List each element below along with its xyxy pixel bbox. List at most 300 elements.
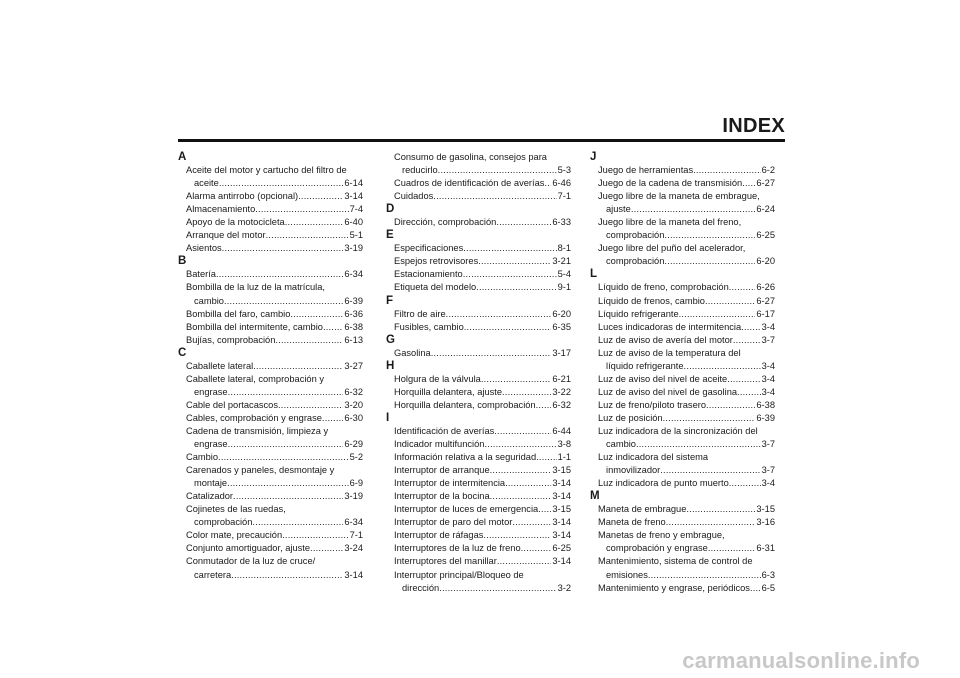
dot-leader [266,229,349,242]
entry-line [186,177,363,190]
entry-page-number: 3-19 [344,491,363,502]
dot-leader [490,464,552,477]
index-entry [386,477,571,490]
index-entry [386,451,571,464]
index-entry [590,347,775,373]
entry-first-line: Juego libre del puño del acelerador, [598,243,746,254]
entry-line [186,386,363,399]
dot-leader [253,360,343,373]
entry-text: Filtro de aire [394,308,446,319]
entry-page-number: 3-16 [756,517,775,528]
index-entry [386,542,571,555]
index-entry [590,555,775,581]
dot-leader [231,569,343,582]
dot-leader [631,203,756,216]
entry-line [186,542,363,555]
watermark: carmanualsonline.info [682,648,920,673]
entry-page-number: 3-14 [552,517,571,528]
entry-first-line: Mantenimiento, sistema de control de [598,556,753,567]
entry-text: aceite [194,178,219,189]
entry-text: Luz de aviso de avería del motor [598,334,733,345]
entry-page-number: 6-36 [344,308,363,319]
entry-first-line: Interruptor principal/Bloqueo de [394,569,524,580]
dot-leader [252,516,343,529]
entry-line [394,490,571,503]
index-entry [386,529,571,542]
entry-line [598,295,775,308]
index-entry [386,268,571,281]
entry-line [394,464,571,477]
entry-first-line: Cojinetes de las ruedas, [186,504,286,515]
entry-line [186,412,363,425]
index-entry [590,425,775,451]
entry-text: Color mate, precaución [186,530,283,541]
dot-leader [228,386,344,399]
entry-line [394,542,571,555]
index-entry [590,386,775,399]
index-entry [590,281,775,294]
dot-leader [463,242,556,255]
index-letter: F [386,294,394,307]
entry-text: Juego de herramientas [598,165,694,176]
index-entry [590,399,775,412]
index-entry [178,451,363,464]
entry-line [394,281,571,294]
entry-line [186,321,363,334]
entry-text: carretera [194,569,232,580]
entry-line [394,255,571,268]
index-entry [590,190,775,216]
dot-leader [729,281,756,294]
entry-page-number: 3-14 [552,530,571,541]
dot-leader [497,555,552,568]
index-entry [178,268,363,281]
entry-text: reducirlo [402,165,438,176]
entry-text: Interruptor de la bocina [394,491,490,502]
entry-page-number: 6-13 [344,334,363,345]
dot-leader [278,399,343,412]
entry-line [598,503,775,516]
entry-text: Interruptor de arranque [394,465,490,476]
entry-page-number: 3-19 [344,243,363,254]
entry-page-number: 3-7 [761,465,775,476]
entry-page-number: 6-32 [552,399,571,410]
dot-leader [505,477,551,490]
entry-page-number: 7-4 [349,204,363,215]
entry-page-number: 6-9 [349,478,363,489]
entry-text: Arranque del motor [186,230,266,241]
dot-leader [298,190,343,203]
entry-page-number: 3-15 [552,504,571,515]
entry-page-number: 3-14 [344,569,363,580]
index-entry [386,569,571,595]
entry-text: Horquilla delantera, ajuste [394,386,503,397]
dot-leader [737,386,761,399]
entry-page-number: 8-1 [557,243,571,254]
index-entry [590,582,775,595]
index-entry [178,464,363,490]
dot-leader [706,399,755,412]
entry-page-number: 6-20 [552,308,571,319]
index-entry [590,516,775,529]
entry-text: comprobación [606,230,665,241]
entry-page-number: 6-17 [756,308,775,319]
index-entry [178,203,363,216]
index-entry [386,177,571,190]
entry-first-line: Aceite del motor y cartucho del filtro de [186,165,347,176]
index-entry [178,242,363,255]
index-entry [386,151,571,177]
entry-page-number: 6-25 [552,543,571,554]
dot-leader [750,582,761,595]
entry-first-line: Luz indicadora de la sincronización del [598,425,758,436]
index-letter: H [386,359,395,372]
entry-line [186,216,363,229]
index-entry [178,503,363,529]
index-entry [178,321,363,334]
entry-text: Caballete lateral [186,360,254,371]
entry-line [186,229,363,242]
entry-text: montaje [194,478,228,489]
index-entry [386,386,571,399]
dot-leader [521,542,552,555]
index-entry [590,373,775,386]
index-entry [178,216,363,229]
entry-text: Conjunto amortiguador, ajuste [186,543,311,554]
dot-leader [664,229,755,242]
entry-line [598,281,775,294]
dot-leader [496,216,551,229]
entry-line [186,242,363,255]
entry-line [186,203,363,216]
entry-text: Luz indicadora de punto muerto [598,478,729,489]
entry-page-number: 6-34 [344,269,363,280]
entry-line [186,360,363,373]
dot-leader [660,464,760,477]
entry-page-number: 6-38 [756,399,775,410]
entry-page-number: 3-8 [557,439,571,450]
entry-line [598,464,775,477]
index-entry [178,373,363,399]
entry-page-number: 6-32 [344,386,363,397]
entry-text: Información relativa a la seguridad [394,452,537,463]
entry-page-number: 6-26 [756,282,775,293]
entry-text: líquido refrigerante [606,360,684,371]
dot-leader [679,308,756,321]
entry-page-number: 3-4 [761,360,775,371]
dot-leader [431,347,552,360]
entry-text: Líquido de freno, comprobación [598,282,729,293]
entry-page-number: 5-3 [557,165,571,176]
entry-page-number: 6-40 [344,217,363,228]
entry-text: inmovilizador [606,465,661,476]
dot-leader [476,281,556,294]
entry-line [394,477,571,490]
entry-page-number: 6-25 [756,230,775,241]
entry-page-number: 6-14 [344,178,363,189]
index-entry [178,281,363,307]
dot-leader [222,242,344,255]
entry-page-number: 6-34 [344,517,363,528]
entry-text: cambio [194,295,224,306]
entry-line [394,308,571,321]
dot-leader [290,308,343,321]
dot-leader [705,295,755,308]
entry-page-number: 6-33 [552,217,571,228]
index-entry [386,255,571,268]
entry-text: Bujías, comprobación [186,334,276,345]
entry-line [394,582,571,595]
index-entry [386,425,571,438]
entry-text: Interruptores del manillar [394,556,497,567]
entry-text: Almacenamiento [186,204,256,215]
entry-page-number: 6-39 [756,412,775,423]
entry-line [598,516,775,529]
entry-page-number: 6-27 [756,295,775,306]
entry-text: comprobación y engrase [606,543,708,554]
entry-text: Luz de posición [598,412,663,423]
entry-text: emisiones [606,569,648,580]
entry-line [598,255,775,268]
entry-text: Mantenimiento y engrase, periódicos [598,582,750,593]
entry-text: Batería [186,269,216,280]
entry-first-line: Consumo de gasolina, consejos para [394,152,547,162]
entry-text: Gasolina [394,347,431,358]
index-entry [386,503,571,516]
dot-leader [255,203,348,216]
index-entry [178,490,363,503]
entry-page-number: 7-1 [349,530,363,541]
entry-page-number: 6-2 [761,165,775,176]
index-entry [178,542,363,555]
entry-line [598,177,775,190]
entry-line [598,229,775,242]
entry-text: Apoyo de la motocicleta [186,217,285,228]
dot-leader [686,503,755,516]
entry-page-number: 5-4 [557,269,571,280]
entry-line [394,216,571,229]
entry-line [186,490,363,503]
entry-page-number: 6-21 [552,373,571,384]
entry-text: Interruptor de paro del motor [394,517,513,528]
entry-line [186,516,363,529]
dot-leader [729,477,761,490]
entry-page-number: 3-14 [552,478,571,489]
entry-page-number: 6-31 [756,543,775,554]
entry-line [186,438,363,451]
dot-leader [310,542,343,555]
entry-line [394,516,571,529]
entry-text: ajuste [606,204,631,215]
entry-text: Asientos [186,243,222,254]
index-letter: E [386,229,394,242]
entry-line [598,203,775,216]
index-entry [178,399,363,412]
index-letter: L [590,268,598,281]
entry-text: Interruptor de ráfagas [394,530,484,541]
index-entry [590,321,775,334]
index-entry [386,373,571,386]
dot-leader [490,490,552,503]
index-letter: B [178,255,187,268]
entry-line [394,268,571,281]
index-entry [590,216,775,242]
index-entry [386,464,571,477]
dot-leader [538,503,551,516]
dot-leader [663,412,756,425]
dot-leader [218,451,349,464]
entry-page-number: 1-1 [557,452,571,463]
entry-line [394,451,571,464]
entry-line [598,334,775,347]
entry-line [598,582,775,595]
dot-leader [512,516,551,529]
entry-page-number: 6-30 [344,412,363,423]
entry-line [598,373,775,386]
index-entry [590,295,775,308]
index-entry [178,229,363,242]
dot-leader [228,438,344,451]
entry-text: Luz de aviso del nivel de gasolina [598,386,738,397]
entry-first-line: Carenados y paneles, desmontaje y [186,465,335,476]
index-column-3 [590,151,775,595]
index-entry [386,399,571,412]
entry-line [394,190,571,203]
index-letter: C [178,346,187,359]
entry-text: comprobación [194,517,253,528]
entry-text: Juego de la cadena de transmisión [598,178,743,189]
entry-text: Cuidados [394,191,434,202]
entry-page-number: 3-7 [761,439,775,450]
entry-text: Estacionamiento [394,269,463,280]
entry-text: Espejos retrovisores [394,256,479,267]
entry-page-number: 3-24 [344,543,363,554]
dot-leader [464,321,552,334]
dot-leader [463,268,557,281]
entry-line [186,190,363,203]
index-entry [386,281,571,294]
dot-leader [433,190,556,203]
index-entry [178,529,363,542]
index-entry [590,242,775,268]
dot-leader [708,542,756,555]
dot-leader [536,451,556,464]
entry-page-number: 3-4 [761,386,775,397]
index-entry [386,321,571,334]
entry-line [186,399,363,412]
entry-line [598,477,775,490]
dot-leader [666,516,756,529]
entry-text: cambio [606,439,636,450]
index-entry [590,164,775,177]
entry-text: Etiqueta del modelo [394,282,477,293]
entry-page-number: 6-39 [344,295,363,306]
entry-text: Bombilla del intermitente, cambio [186,321,323,332]
entry-page-number: 3-7 [761,334,775,345]
entry-text: Dirección, comprobación [394,217,497,228]
index-entry [590,412,775,425]
entry-first-line: Conmutador de la luz de cruce/ [186,556,316,567]
entry-line [598,438,775,451]
index-entry [590,334,775,347]
page-title: INDEX [722,115,785,137]
entry-page-number: 3-4 [761,321,775,332]
entry-page-number: 3-4 [761,373,775,384]
dot-leader [323,321,343,334]
entry-text: Cables, comprobación y engrase [186,412,322,423]
entry-page-number: 3-17 [552,347,571,358]
index-entry [178,555,363,581]
entry-page-number: 3-2 [557,582,571,593]
entry-page-number: 3-20 [344,399,363,410]
index-letter: G [386,333,395,346]
entry-text: Interruptor de intermitencia [394,478,506,489]
entry-page-number: 3-14 [344,191,363,202]
entry-text: Maneta de embrague [598,504,687,515]
entry-line [394,242,571,255]
entry-line [186,295,363,308]
entry-line [186,477,363,490]
entry-page-number: 5-1 [349,230,363,241]
entry-page-number: 3-15 [552,465,571,476]
dot-leader [446,308,552,321]
index-letter: D [386,203,395,216]
entry-page-number: 6-35 [552,321,571,332]
entry-line [394,399,571,412]
index-column-1 [178,151,363,582]
entry-page-number: 6-46 [552,178,571,189]
entry-text: Fusibles, cambio [394,321,464,332]
dot-leader [648,569,761,582]
entry-line [394,438,571,451]
entry-page-number: 3-14 [552,491,571,502]
dot-leader [684,360,761,373]
dot-leader [233,490,343,503]
entry-line [394,555,571,568]
entry-page-number: 3-15 [756,504,775,515]
entry-page-number: 6-3 [761,569,775,580]
index-entry [178,425,363,451]
entry-line [394,164,571,177]
index-entry [178,308,363,321]
entry-page-number: 3-21 [552,256,571,267]
entry-line [598,360,775,373]
dot-leader [693,164,760,177]
entry-page-number: 6-5 [761,582,775,593]
entry-line [598,321,775,334]
entry-text: Luz de aviso del nivel de aceite [598,373,728,384]
dot-leader [227,477,348,490]
entry-text: Identificación de averías [394,425,495,436]
entry-page-number: 3-4 [761,478,775,489]
entry-page-number: 6-38 [344,321,363,332]
entry-text: Cable del portacascos [186,399,278,410]
dot-leader [664,255,755,268]
dot-leader [478,255,551,268]
entry-page-number: 6-44 [552,425,571,436]
entry-line [186,529,363,542]
index-letter: M [590,490,600,503]
entry-text: Cambio [186,452,219,463]
dot-leader [741,321,760,334]
dot-leader [285,216,344,229]
index-entry [590,503,775,516]
entry-line [394,529,571,542]
index-letter: A [178,151,187,163]
index-entry [590,529,775,555]
entry-text: engrase [194,439,228,450]
entry-line [598,308,775,321]
